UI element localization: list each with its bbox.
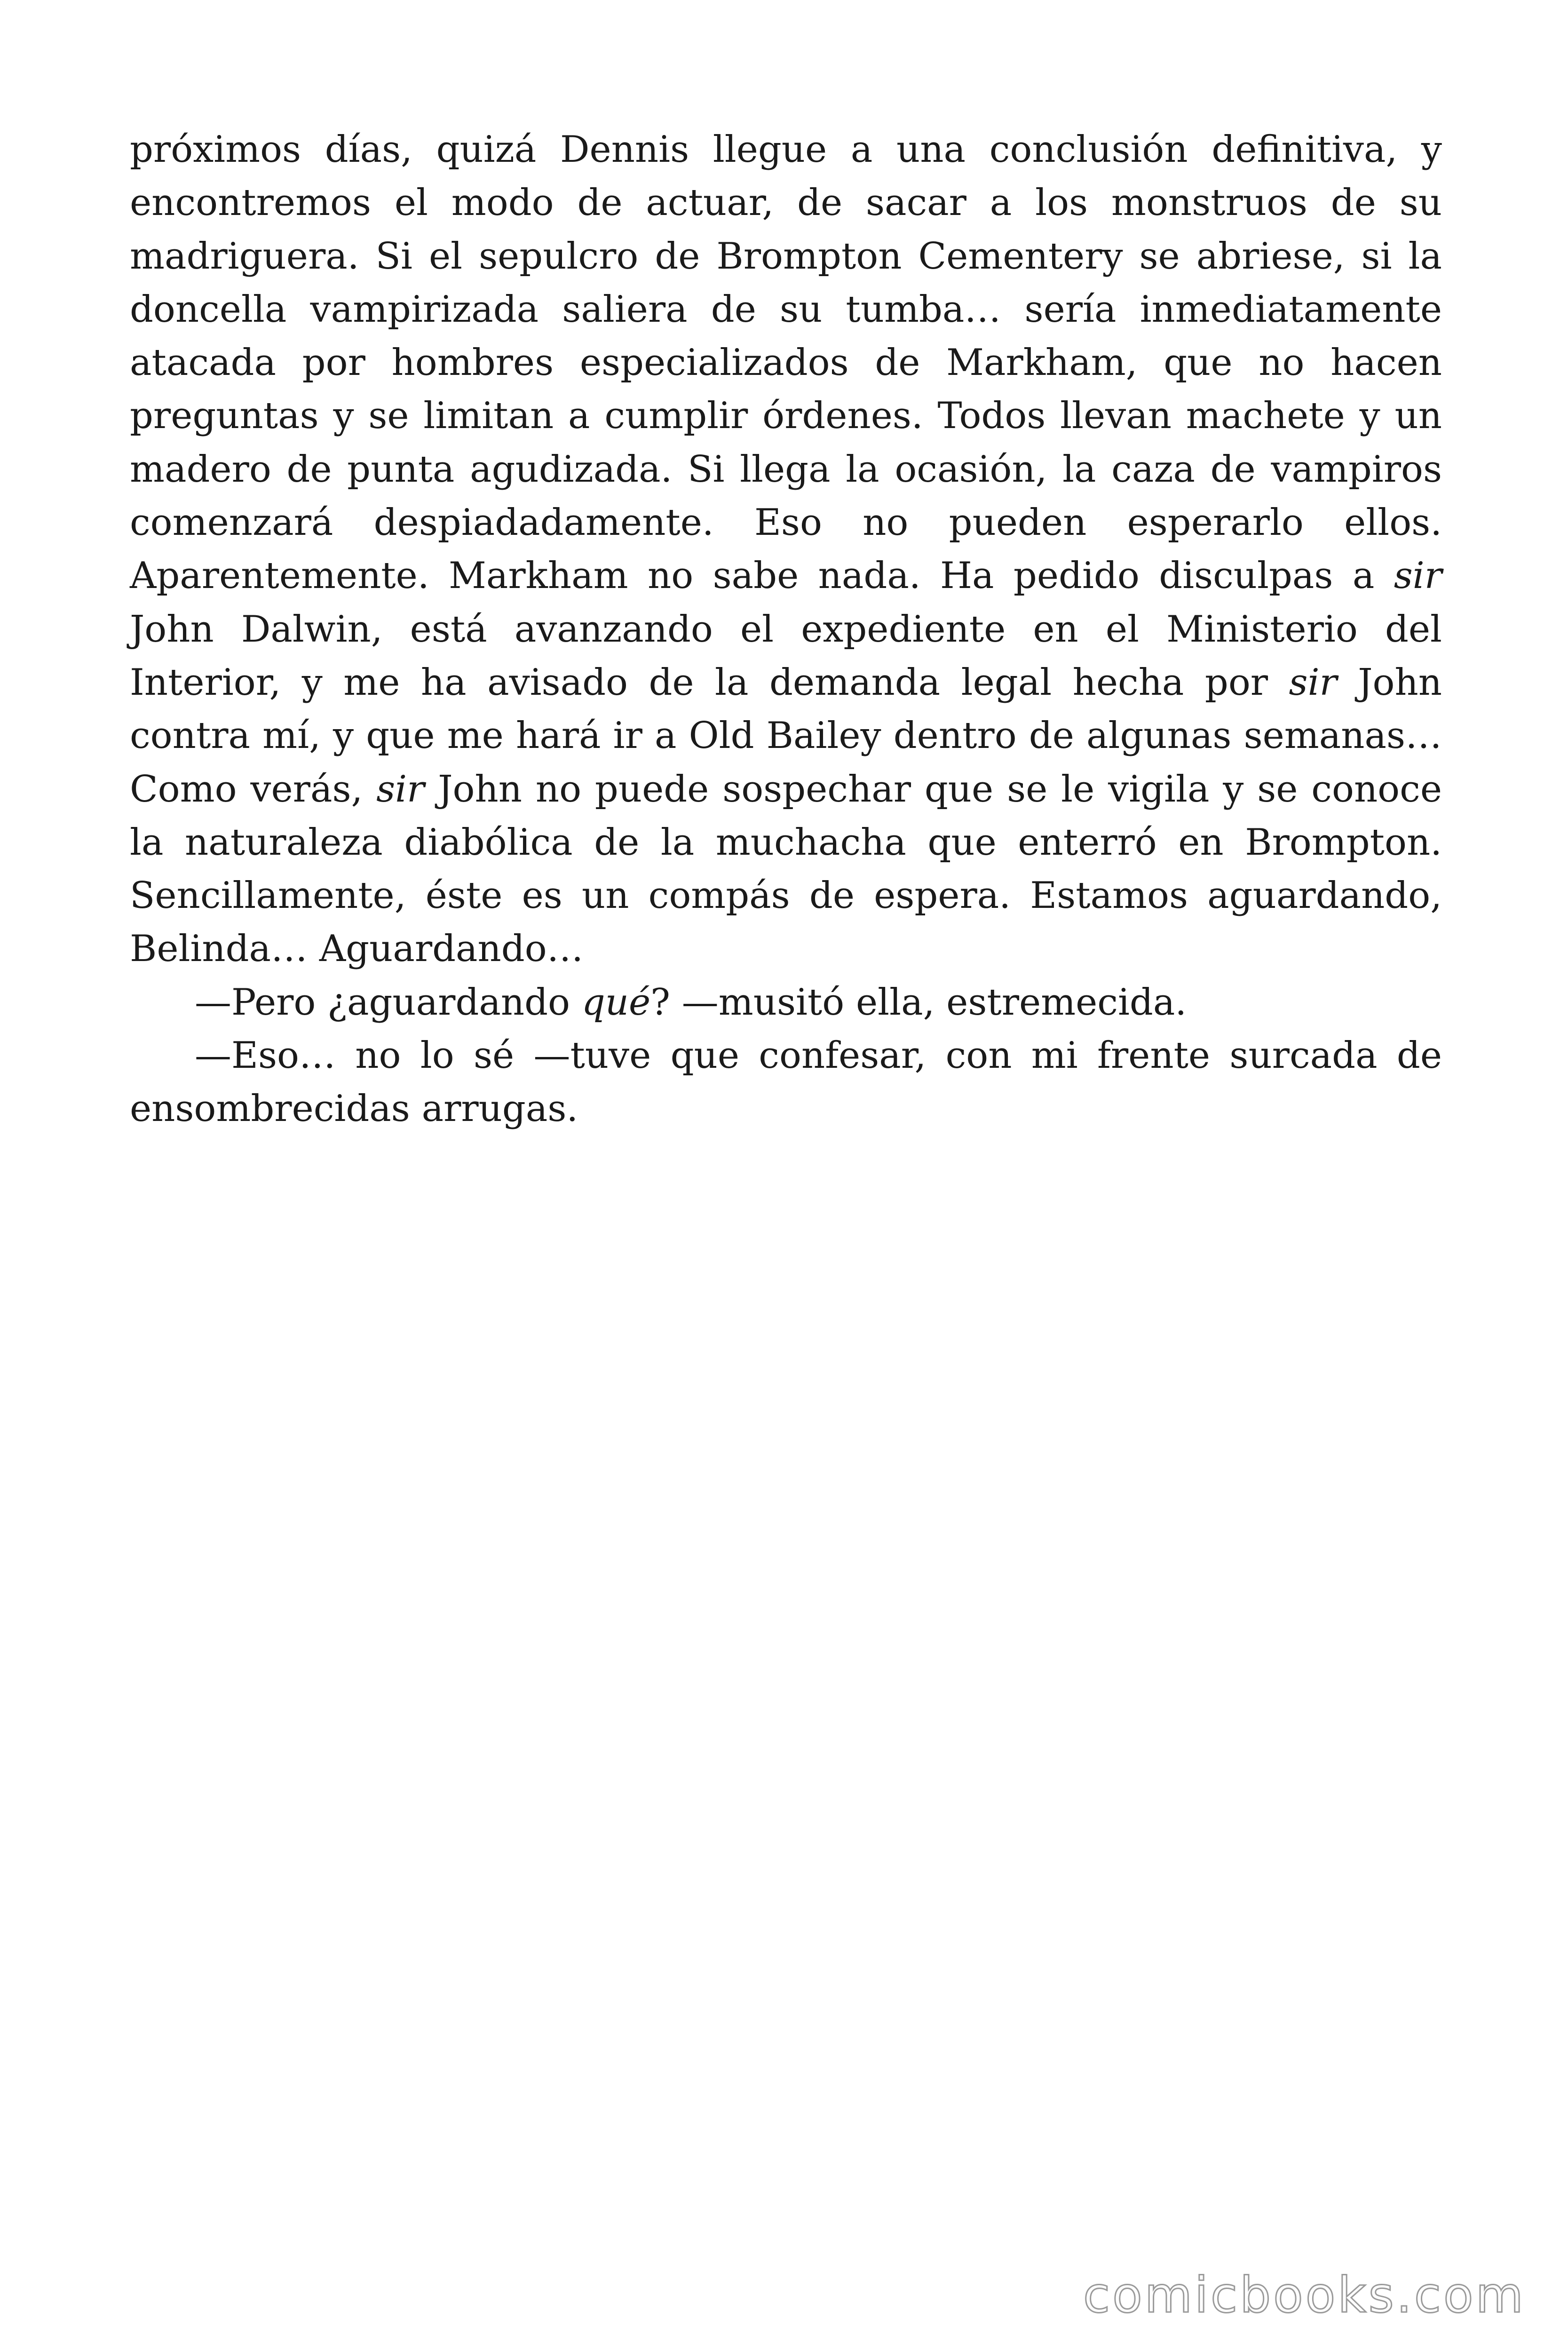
text-run: próximos días, quizá Dennis llegue a una conclusión definitiva, y encontremos el modo de actuar, de sacar a los monstruos de su madriguera. Si el sepulcro de Brompton Cementery se abriese, si la doncella vampirizada saliera de su tumba… sería inmediatamente atacada por hombres especializados de Markham, que no hacen preguntas y se limitan a cumplir órdenes. Todos llevan machete y un madero de punta agudizada. Si llega la ocasión, la caza de vampiros comenzará despiadadamente. Eso no pueden esperarlo ellos. Aparentemente. Markham no sabe nada. Ha pedido disculpas a [130, 128, 1442, 597]
italic-word: qué [581, 981, 651, 1024]
watermark-logo: comicbooks.com [1083, 2266, 1526, 2324]
text-run: —Eso… no lo sé —tuve que confesar, con mi frente surcada de ensombrecidas arrugas. [130, 1034, 1442, 1130]
paragraph-3 [130, 1029, 1442, 1136]
italic-word: sir [376, 768, 425, 810]
text-run: ? —musitó ella, estremecida. [650, 981, 1187, 1024]
text-run: John Dalwin, está avanzando el expediente en el Ministerio del Interior, y me ha avisado de la demanda legal hecha por [130, 608, 1442, 704]
italic-word: sir [1289, 661, 1337, 704]
text-run: —Pero ¿aguardando [195, 981, 582, 1024]
italic-word: sir [1394, 555, 1442, 597]
body-text [130, 123, 1442, 1136]
paragraph-1 [130, 123, 1442, 976]
text-run: John no puede sospechar que se le vigila y se conoce la naturaleza diabólica de la muchacha que enterró en Brompton. Sencillamente, éste es un compás de espera. Estamos aguardando, Belinda… Aguardando… [130, 768, 1442, 970]
paragraph-2 [130, 976, 1442, 1029]
text-run: John contra mí, y que me hará ir a Old Bailey dentro de algunas semanas… Como verás, [130, 661, 1442, 810]
